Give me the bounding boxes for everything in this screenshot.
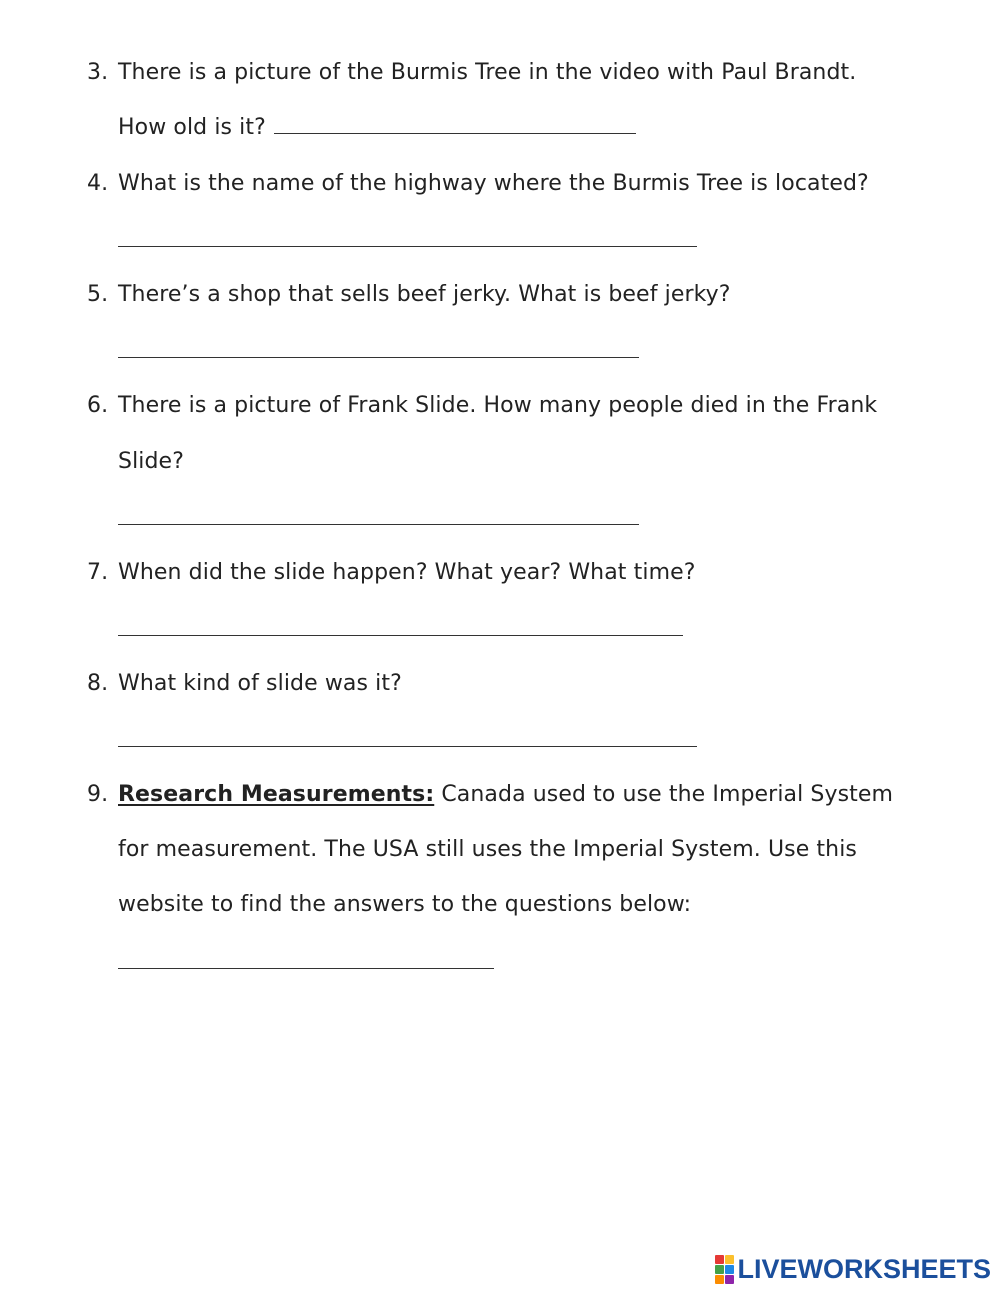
logo-block (725, 1265, 734, 1274)
question-number: 4. (87, 171, 109, 196)
question-text (118, 780, 893, 810)
question-text-line: How old is it? (118, 115, 266, 140)
answer-blank[interactable] (118, 968, 494, 969)
question-number: 6. (87, 393, 109, 418)
question-text: Slide? (118, 449, 184, 474)
answer-blank[interactable] (274, 132, 636, 134)
answer-blank[interactable] (118, 635, 683, 636)
answer-blank[interactable] (118, 524, 639, 525)
logo-blocks-icon (715, 1255, 734, 1284)
liveworksheets-logo (715, 1254, 991, 1284)
logo-block (715, 1275, 724, 1284)
question-text: There is a picture of Frank Slide. How many people died in the Frank (118, 393, 878, 418)
logo-block (725, 1255, 734, 1264)
question-text: There’s a shop that sells beef jerky. What is beef jerky? (118, 282, 731, 307)
question-number: 9. (87, 782, 109, 807)
question-text: There is a picture of the Burmis Tree in the video with Paul Brandt. (118, 60, 857, 85)
question-text: What is the name of the highway where the Burmis Tree is located? (118, 171, 869, 196)
question-number: 7. (87, 560, 109, 585)
logo-text: LIVEWORKSHEETS (737, 1253, 991, 1284)
answer-blank[interactable] (118, 746, 697, 747)
question-text (118, 113, 636, 143)
question-number: 5. (87, 282, 109, 307)
question-text: website to find the answers to the questions below: (118, 892, 692, 917)
question-text-line: Canada used to use the Imperial System (441, 782, 894, 807)
section-heading: Research Measurements: (118, 782, 435, 807)
answer-blank[interactable] (118, 246, 697, 247)
logo-block (715, 1255, 724, 1264)
question-text: When did the slide happen? What year? What time? (118, 560, 696, 585)
answer-blank[interactable] (118, 357, 639, 358)
logo-block (725, 1275, 734, 1284)
logo-block (715, 1265, 724, 1274)
question-number: 3. (87, 60, 109, 85)
question-number: 8. (87, 671, 109, 696)
question-text: What kind of slide was it? (118, 671, 402, 696)
question-text: for measurement. The USA still uses the Imperial System. Use this (118, 837, 857, 862)
